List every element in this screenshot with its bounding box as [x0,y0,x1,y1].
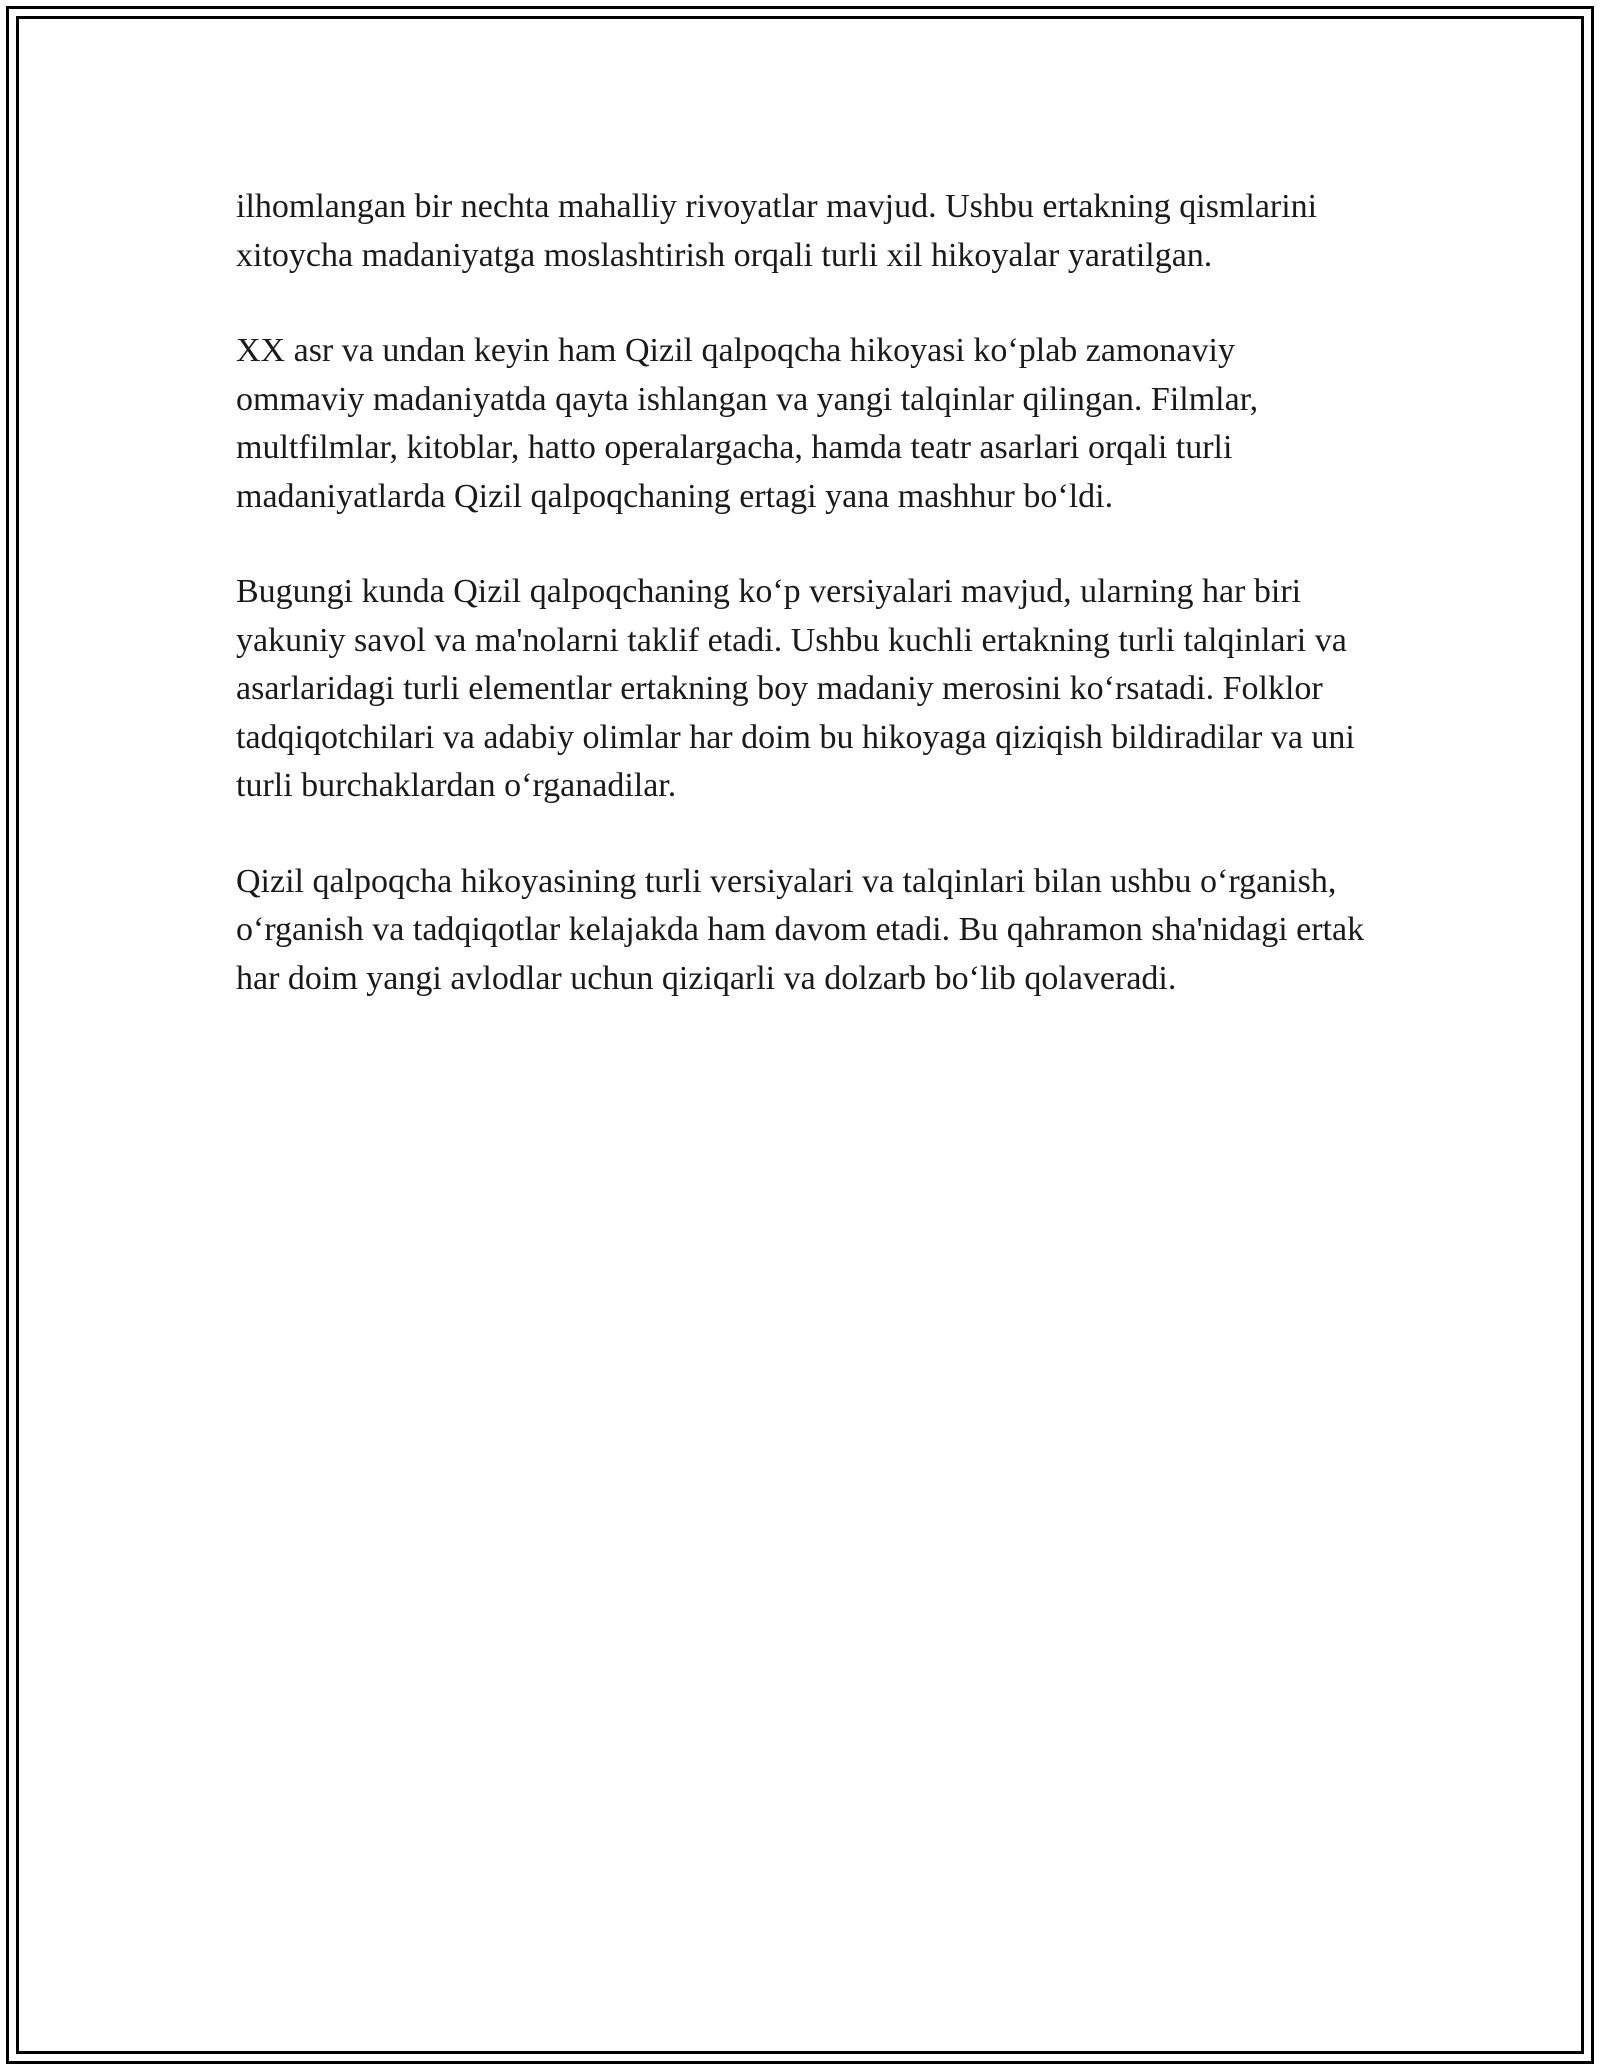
paragraph-1: ilhomlangan bir nechta mahalliy rivoyatlar mavjud. Ushbu ertakning qismlarini xitoycha madaniyatga moslashtirish orqali turli xil hikoyalar yaratilgan. [236,188,1318,274]
document-body [236,183,1366,1050]
paragraph-3: Bugungi kunda Qizil qalpoqchaning ko‘p versiyalari mavjud, ularning har biri yakuniy savol va ma'nolarni taklif etadi. Ushbu kuchli ertakning turli talqinlari va asarlaridagi turli elementlar ertakning boy madaniy merosini ko‘rsatadi. Folklor tadqiqotchilari va adabiy olimlar har doim bu hikoyaga qiziqish bildiradilar va uni turli burchaklardan o‘rganadilar. [236,573,1355,804]
paragraph-2: XX asr va undan keyin ham Qizil qalpoqcha hikoyasi ko‘plab zamonaviy ommaviy madaniyatda qayta ishlangan va yangi talqinlar qilingan. Filmlar, multfilmlar, kitoblar, hatto operalargacha, hamda teatr asarlari orqali turli madaniyatlarda Qizil qalpoqchaning ertagi yana mashhur bo‘ldi. [236,332,1259,515]
paragraph-4: Qizil qalpoqcha hikoyasining turli versiyalari va talqinlari bilan ushbu o‘rganish, o‘rganish va tadqiqotlar kelajakda ham davom etadi. Bu qahramon sha'nidagi ertak har doim yangi avlodlar uchun qiziqarli va dolzarb bo‘lib qolaveradi. [236,862,1365,997]
